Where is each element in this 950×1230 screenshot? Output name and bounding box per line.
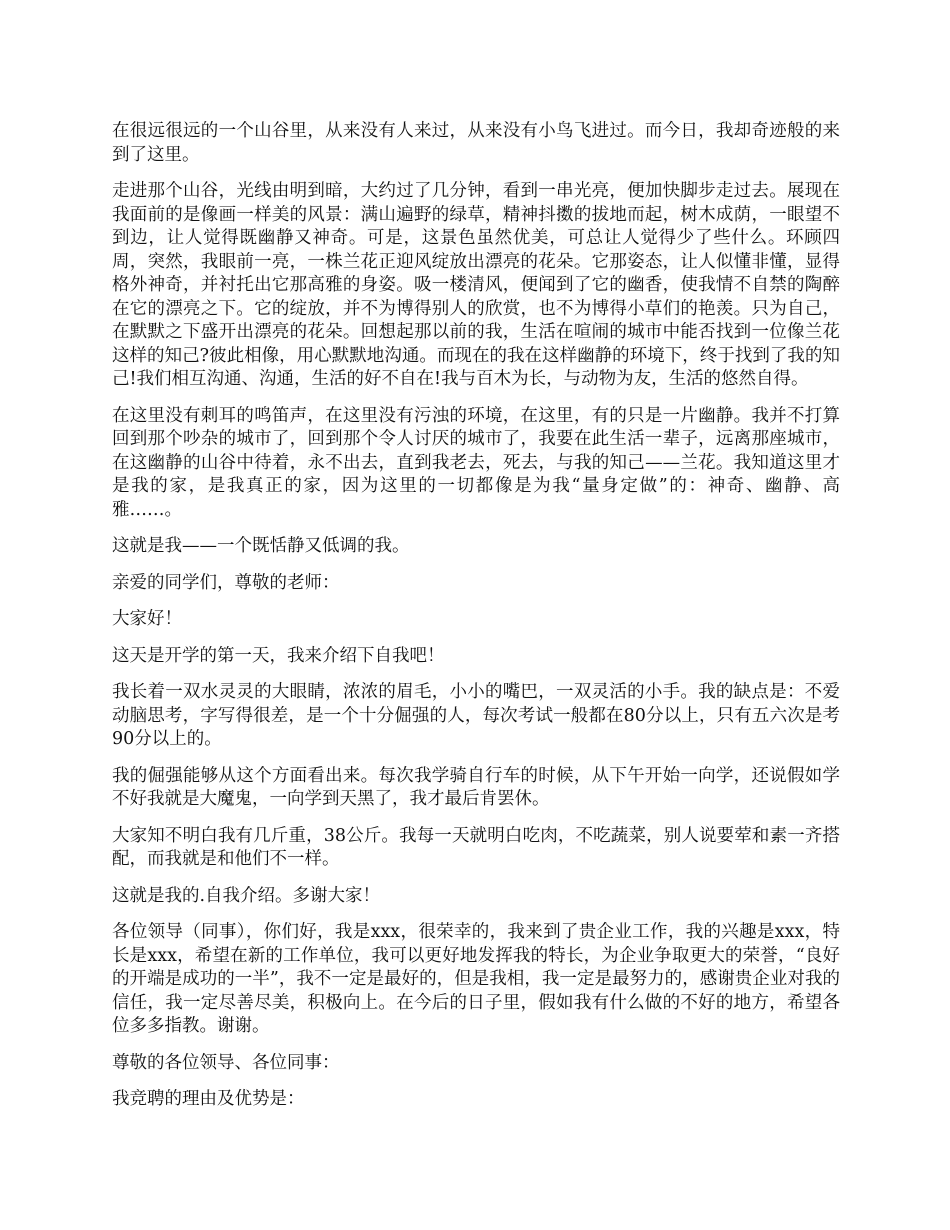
paragraph-greeting: 大家好！ [112, 609, 182, 629]
paragraph-weight: 大家知不明白我有几斤重，38公斤。我每一天就明白吃肉，不吃蔬菜，别人说要荤和素一齐搭配，而我就是和他们不一样。 [112, 825, 840, 869]
paragraph-stubborn: 我的倔强能够从这个方面看出来。每次我学骑自行车的时候，从下午开始一向学，还说假如学不好我就是大魔鬼，一向学到天黑了，我才最后肯罢休。 [112, 765, 840, 809]
paragraph-first-day: 这天是开学的第一天，我来介绍下自我吧！ [112, 645, 445, 666]
paragraph-appearance: 我长着一双水灵灵的大眼睛，浓浓的眉毛，小小的嘴巴，一双灵活的小手。我的缺点是：不爱动脑思考，字写得很差，是一个十分倔强的人，每次考试一般都在80分以上，只有五六次是考90分以上的。 [112, 682, 840, 749]
paragraph-summary: 这就是我——一个既恬静又低调的我。 [112, 536, 410, 556]
paragraph-valley-intro: 在很远很远的一个山谷里，从来没有人来过，从来没有小鸟飞进过。而今日，我却奇迹般的来到了这里。 [112, 121, 840, 165]
paragraph-salutation: 亲爱的同学们，尊敬的老师： [112, 572, 340, 593]
paragraph-thanks: 这就是我的.自我介绍。多谢大家！ [112, 885, 381, 906]
document-body [112, 120, 840, 1125]
paragraph-work-intro: 各位领导（同事），你们好，我是xxx，很荣幸的，我来到了贵企业工作，我的兴趣是xxx，特长是xxx，希望在新的工作单位，我可以更好地发挥我的特长，为企业争取更大的荣誉，“良好的开端是成功的一半”，我不一定是最好的，但是我相，我一定是最努力的，感谢贵企业对我的信任，我一定尽善尽美，积极向上。在今后的日子里，假如我有什么做的不好的地方，希望各位多多指教。谢谢。 [112, 922, 840, 1036]
paragraph-reasons: 我竞聘的理由及优势是： [112, 1089, 305, 1109]
paragraph-valley-scenery: 走进那个山谷，光线由明到暗，大约过了几分钟，看到一串光亮，便加快脚步走过去。展现在我面前的是像画一样美的风景：满山遍野的绿草，精神抖擞的拔地而起，树木成荫，一眼望不到边，让人觉得既幽静又神奇。可是，这景色虽然优美，可总让人觉得少了些什么。环顾四周，突然，我眼前一亮，一株兰花正迎风绽放出漂亮的花朵。它那姿态，让人似懂非懂，显得格外神奇，并衬托出它那高雅的身姿。吸一楼清风，便闻到了它的幽香，使我情不自禁的陶醉在它的漂亮之下。它的绽放，并不为博得别人的欣赏，也不为博得小草们的艳羡。只为自己，在默默之下盛开出漂亮的花朵。回想起那以前的我，生活在喧闹的城市中能否找到一位像兰花这样的知己?彼此相像，用心默默地沟通。而现在的我在这样幽静的环境下，终于找到了我的知己!我们相互沟通、沟通，生活的好不自在!我与百木为长，与动物为友，生活的悠然自得。 [112, 181, 840, 389]
paragraph-valley-stay: 在这里没有刺耳的鸣笛声，在这里没有污浊的环境，在这里，有的只是一片幽静。我并不打算回到那个吵杂的城市了，回到那个令人讨厌的城市了，我要在此生活一辈子，远离那座城市，在这幽静的山谷中待着，永不出去，直到我老去，死去，与我的知己——兰花。我知道这里才是我的家，是我真正的家，因为这里的一切都像是为我“量身定做”的：神奇、幽静、高雅……。 [112, 405, 840, 520]
paragraph-leaders-salutation: 尊敬的各位领导、各位同事： [112, 1052, 340, 1073]
